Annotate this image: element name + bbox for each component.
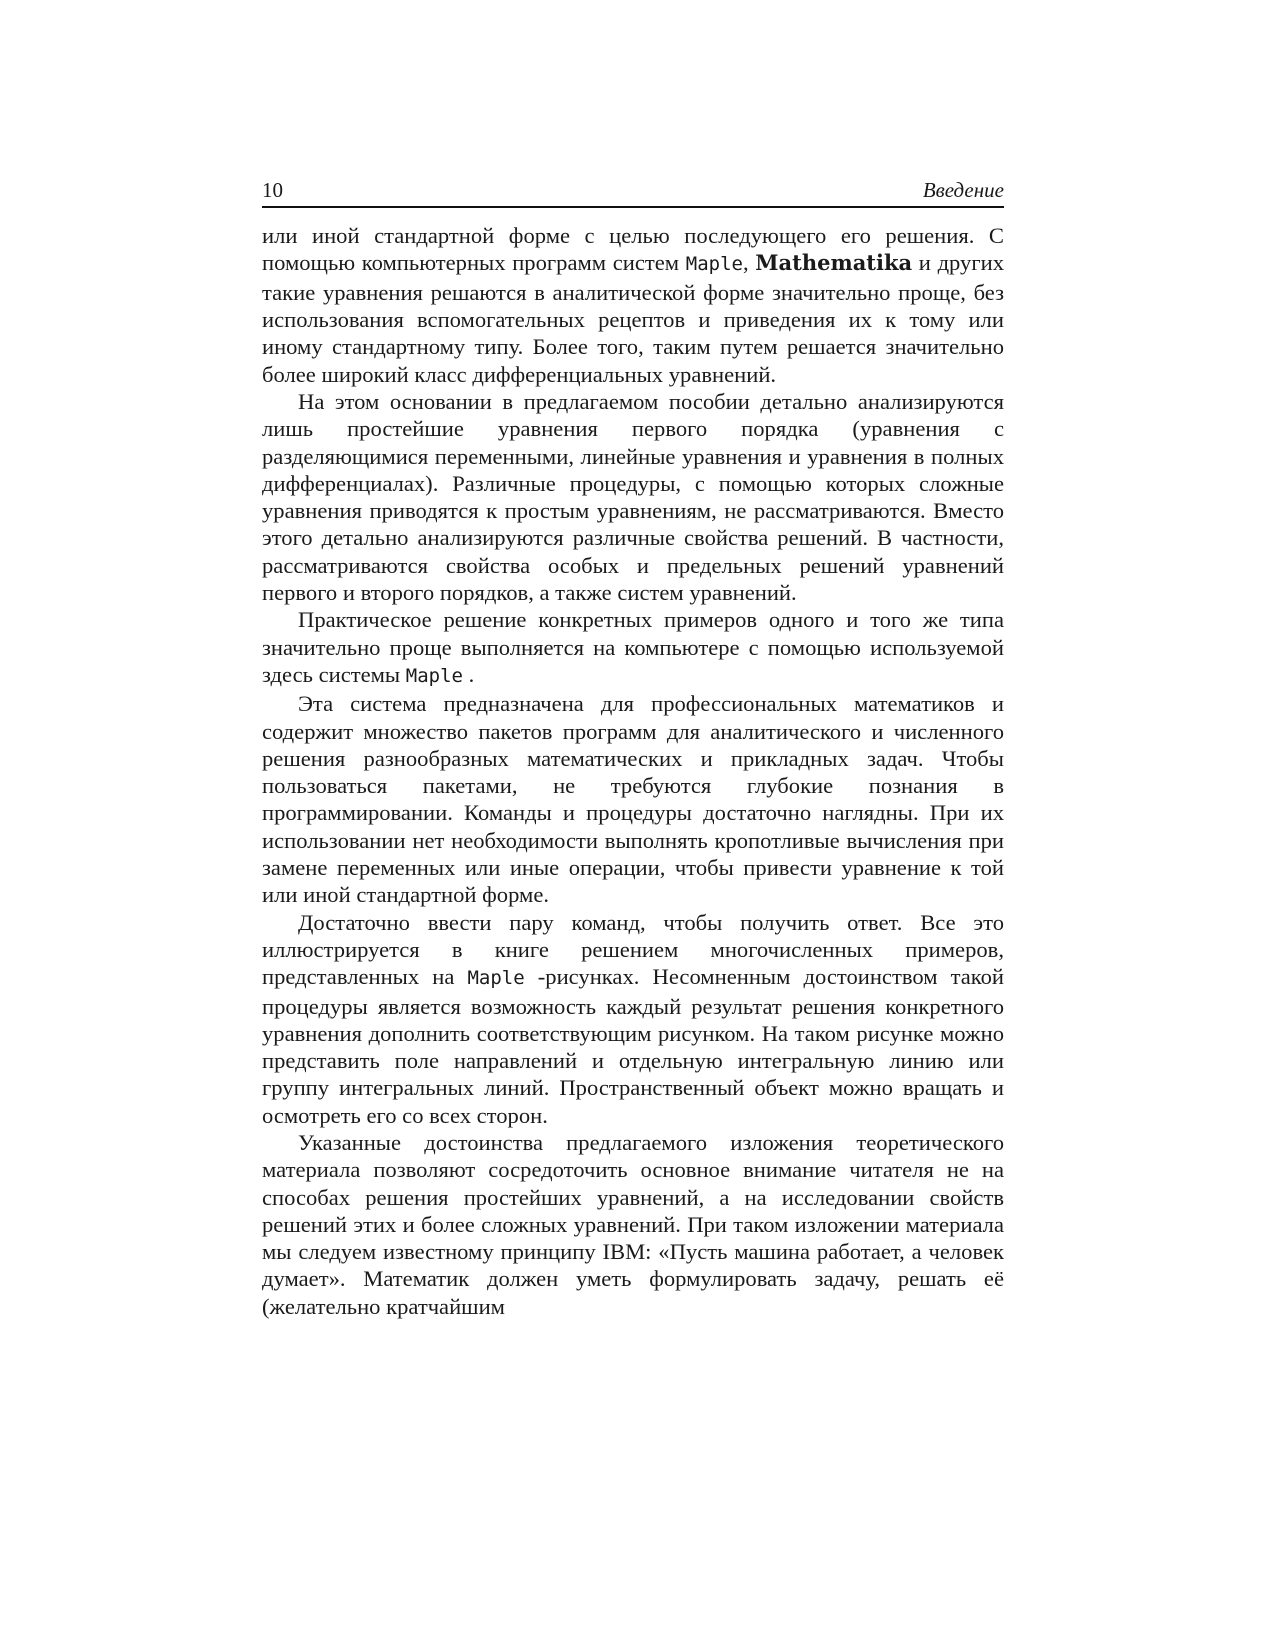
text-run: -рисунках. Несомненным достоинством такой процедуры является возможность каждый результат решения конкретного уравнения дополнить соответствующим рисунком. На таком рисунке можно представить поле направлений и отдельную интегральную линию или группу интегральных линий. Пространственный объект можно вращать и осмотреть его со всех сторон.: [262, 964, 1004, 1128]
text-run: и других такие уравнения решаются в аналитической форме значительно проще, без использования вспомогательных рецептов и приведения их к тому или иному стандартному типу. Более того, таким путем решается значительно более широкий класс дифференциальных уравнений.: [262, 250, 1005, 387]
text-run: .: [462, 661, 475, 687]
maple-term: Maple: [467, 967, 525, 990]
body-text: [262, 222, 1004, 1320]
section-title: Введение: [922, 178, 1004, 202]
book-page: [262, 178, 1004, 1320]
paragraph-1: [262, 222, 1004, 388]
paragraph-5: [262, 909, 1004, 1129]
text-run: ,: [742, 250, 756, 276]
paragraph-3: [262, 606, 1004, 690]
text-run: Достаточно ввести пару команд, чтобы получить ответ. Все это иллюстрируется в книге решением многочисленных примеров, представленных на: [262, 909, 1004, 990]
maple-term: Maple: [685, 253, 743, 276]
maple-term: Maple: [405, 664, 463, 687]
text-run: или иной стандартной форме с целью последующего его решения. С помощью компьютерных программ систем: [262, 223, 1004, 276]
mathematika-term: Mathematika: [755, 250, 913, 276]
paragraph-2: На этом основании в предлагаемом пособии детально анализируются лишь простейшие уравнения первого порядка (уравнения с разделяющимися переменными, линейные уравнения и уравнения в полных дифференциалах). Различные процедуры, с помощью которых сложные уравнения приводятся к простым уравнениям, не рассматриваются. Вместо этого детально анализируются различные свойства решений. В частности, рассматриваются свойства особых и предельных решений уравнений первого и второго порядков, а также систем уравнений.: [262, 388, 1004, 606]
paragraph-6: Указанные достоинства предлагаемого изложения теоретического материала позволяют сосредоточить основное внимание читателя не на способах решения простейших уравнений, а на исследовании свойств решений этих и более сложных уравнений. При таком изложении материала мы следуем известному принципу IBM: «Пусть машина работает, а человек думает». Математик должен уметь формулировать задачу, решать её (желательно кратчайшим: [262, 1129, 1004, 1319]
page-number: 10: [262, 178, 283, 202]
running-header: [262, 178, 1004, 208]
text-run: Практическое решение конкретных примеров одного и того же типа значительно проще выполняется на компьютере с помощью используемой здесь системы: [262, 607, 1004, 687]
paragraph-4: Эта система предназначена для профессиональных математиков и содержит множество пакетов программ для аналитического и численного решения разнообразных математических и прикладных задач. Чтобы пользоваться пакетами, не требуются глубокие познания в программировании. Команды и процедуры достаточно наглядны. При их использовании нет необходимости выполнять кропотливые вычисления при замене переменных или иные операции, чтобы привести уравнение к той или иной стандартной форме.: [262, 691, 1004, 908]
